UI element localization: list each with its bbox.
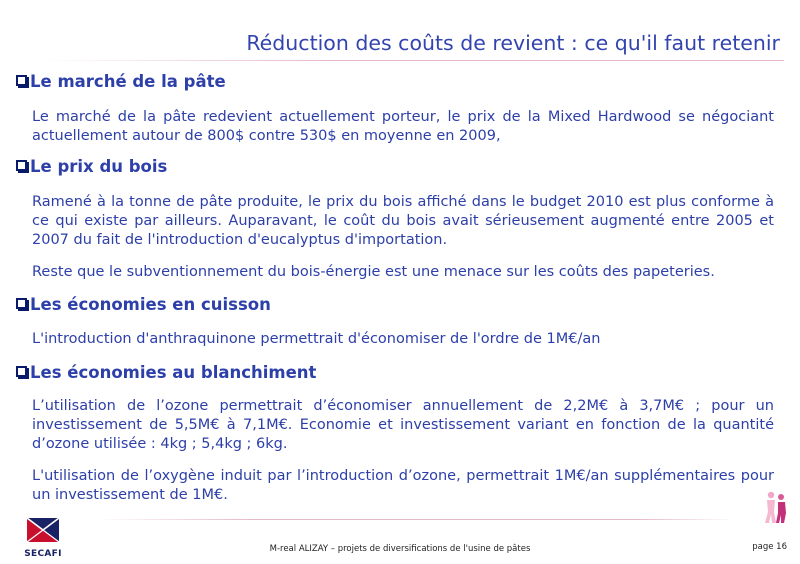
section-heading-text: Le prix du bois [30, 157, 168, 176]
paragraph-wood-energy: Reste que le subventionnement du bois-énergie est une menace sur les coûts des papeteries. [32, 264, 715, 280]
section-heading-text: Le marché de la pâte [30, 72, 226, 91]
footer-center-text: M-real ALIZAY – projets de diversifications de l'usine de pâtes [269, 544, 531, 554]
square-bullet-icon [16, 160, 27, 171]
section-heading-wood-price [16, 157, 167, 176]
paragraph-oxygen: L'utilisation de l’oxygène induit par l’introduction d’ozone, permettrait 1M€/an supplémentaires pour un investissement de 1M€. [32, 468, 774, 503]
square-bullet-icon [16, 366, 27, 377]
paragraph-wood-price: Ramené à la tonne de pâte produite, le prix du bois affiché dans le budget 2010 est plus conforme à ce qui existe par ailleurs. Auparavant, le coût du bois avait sérieusement augmenté entre 2005 et 2007 du fait de l'introduction d'eucalyptus d'importation. [32, 194, 774, 248]
square-bullet-icon [16, 75, 27, 86]
section-heading-text: Les économies au blanchiment [30, 363, 317, 382]
section-heading-pulp-market [16, 72, 226, 91]
paragraph-pulp-market: Le marché de la pâte redevient actuellement porteur, le prix de la Mixed Hardwood se négociant actuellement autour de 800$ contre 530$ en moyenne en 2009, [32, 109, 774, 144]
page-number: page 16 [752, 542, 787, 552]
secafi-logo [24, 516, 62, 559]
logo-mark-icon [24, 516, 62, 544]
square-bullet-icon [16, 298, 27, 309]
paragraph-cooking: L'introduction d'anthraquinone permettrait d'économiser de l'ordre de 1M€/an [32, 331, 601, 347]
paragraph-ozone: L’utilisation de l’ozone permettrait d’économiser annuellement de 2,2M€ à 3,7M€ ; pour un investissement de 5,5M€ à 7,1M€. Economie et investissement variant en fonction de la quantité d’ozone utilisée : 4kg ; 5,4kg ; 6kg. [32, 398, 774, 452]
section-heading-text: Les économies en cuisson [30, 295, 271, 314]
footer-divider [95, 519, 735, 520]
section-heading-bleaching [16, 363, 316, 382]
title-divider [40, 60, 784, 61]
section-heading-cooking [16, 295, 271, 314]
slide-title: Réduction des coûts de revient : ce qu'il faut retenir [246, 31, 780, 55]
logo-text: SECAFI [24, 549, 62, 559]
pink-figures-icon [762, 490, 790, 528]
